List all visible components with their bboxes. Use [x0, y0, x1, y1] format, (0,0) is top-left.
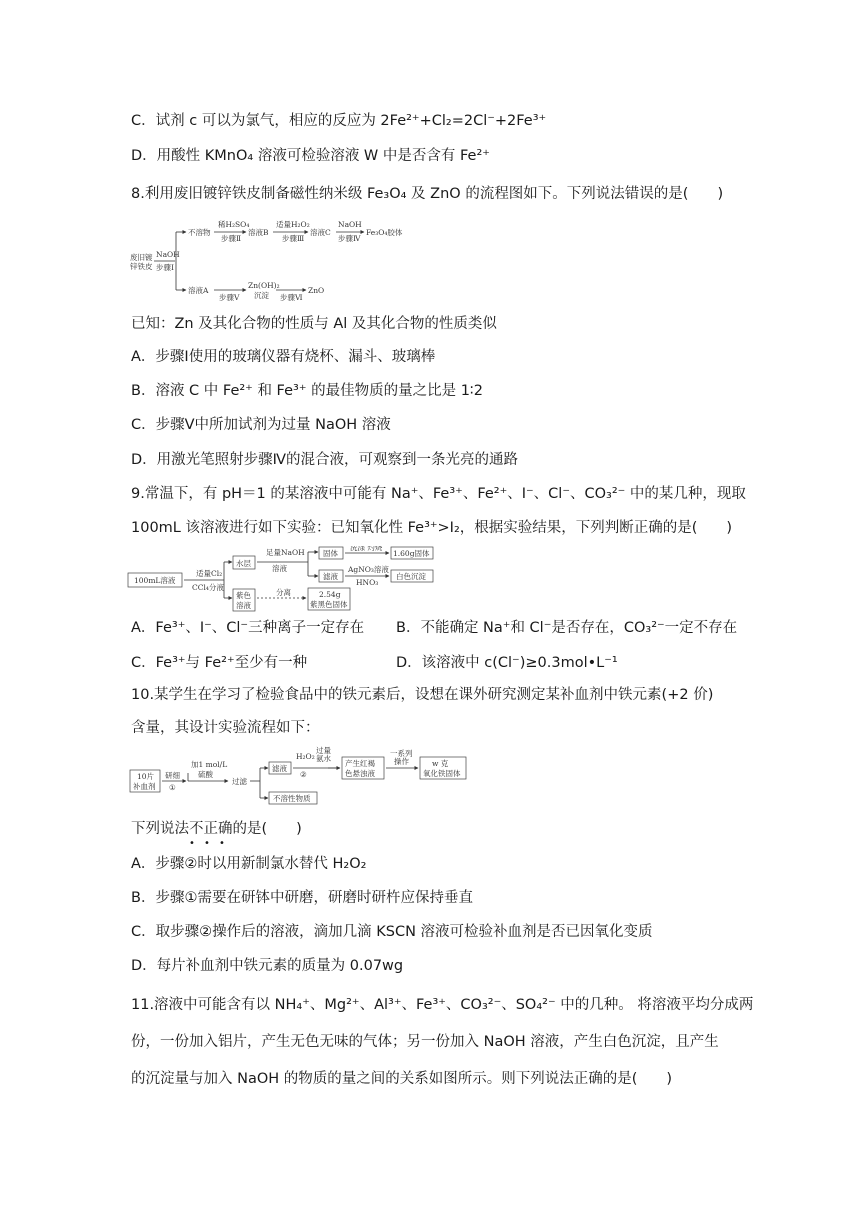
q8-option-a: A．步骤Ⅰ使用的玻璃仪器有烧杯、漏斗、玻璃棒 — [131, 349, 436, 365]
q8-step3: 步骤Ⅲ — [282, 234, 305, 243]
q10-ammonia-1: 过量 — [316, 746, 331, 755]
q8-bottom-product: ZnO — [308, 286, 325, 295]
q10-filtrate: 滤液 — [272, 764, 287, 773]
q10-ops-2: 操作 — [394, 757, 409, 766]
q8-top-product: Fe₃O₄胶体 — [366, 228, 403, 237]
q10-suspension-2: 色悬浊液 — [345, 769, 375, 778]
q8-start-2: 锌铁皮 — [130, 262, 153, 271]
q7-option-d: D．用酸性 KMnO₄ 溶液可检验溶液 W 中是否含有 Fe²⁺ — [131, 148, 490, 164]
q8-step1-reagent: NaOH — [156, 250, 180, 259]
q9-purple-solid-1: 2.54g — [319, 590, 341, 599]
q8-option-d: D．用激光笔照射步骤Ⅳ的混合液，可观察到一条光亮的通路 — [131, 452, 519, 468]
q10-option-a: A．步骤②时以用新制氯水替代 H₂O₂ — [131, 856, 367, 872]
q9-naoh: 足量NaOH — [266, 548, 305, 557]
q9-stem-line1: 9.常温下，有 pH＝1 的某溶液中可能有 Na⁺、Fe³⁺、Fe²⁺、I⁻、Cl⁻、CO₃²⁻ 中的某几种，现取 — [131, 486, 746, 502]
q9-reagent1b: CCl₄分液 — [192, 583, 224, 592]
q10-acid-2: 硫酸 — [198, 770, 213, 779]
q8-known: 已知：Zn 及其化合物的性质与 Al 及其化合物的性质类似 — [131, 316, 497, 332]
q8-step6: 步骤Ⅵ — [280, 293, 303, 302]
q10-acid-1: 加1 mol/L — [191, 760, 228, 769]
q10-option-b: B．步骤①需要在研钵中研磨，研磨时研杵应保持垂直 — [131, 890, 473, 906]
q8-precipitate: Zn(OH)₂ — [248, 281, 280, 290]
q9-purple-2: 溶液 — [236, 601, 251, 610]
q8-solution-b: 溶液B — [248, 228, 269, 237]
q10-grind-2: ① — [169, 783, 176, 792]
q8-stem: 8.利用废旧镀锌铁皮制备磁性纳米级 Fe₃O₄ 及 ZnO 的流程图如下。下列说法错误的是( ) — [131, 186, 724, 202]
q9-stem-line2: 100mL 该溶液进行如下实验：已知氧化性 Fe³⁺>I₂，根据实验结果，下列判断正确的是( ) — [131, 520, 733, 536]
q10-grind-1: 研细 — [165, 771, 180, 780]
q10-suspension-1: 产生红褐 — [345, 759, 375, 768]
q8-start-1: 废旧镀 — [130, 253, 153, 262]
q9-option-c: C．Fe³⁺与 Fe²⁺至少有一种 — [131, 655, 308, 671]
q10-option-d: D．每片补血剂中铁元素的质量为 0.07wg — [131, 958, 404, 974]
q8-insoluble: 不溶物 — [188, 228, 211, 237]
q10-ops-1: 一系列 — [390, 749, 413, 758]
q9-purple-solid-2: 紫黑色固体 — [310, 600, 348, 609]
q10-start-1: 10片 — [137, 772, 155, 781]
q9-white-precipitate: 白色沉淀 — [396, 572, 426, 581]
q9-start: 100mL溶液 — [134, 576, 176, 585]
q8-reagent3: 适量H₂O₂ — [276, 220, 310, 229]
q11-stem-line2: 份，一份加入铝片，产生无色无味的气体；另一份加入 NaOH 溶液，产生白色沉淀，且产生 — [131, 1034, 719, 1050]
q9-solid-mass: 1.60g固体 — [393, 549, 430, 558]
q9-option-a: A．Fe³⁺、I⁻、Cl⁻三种离子一定存在 — [131, 620, 365, 636]
q9-reagent1: 适量Cl₂ — [196, 569, 223, 578]
q9-wash: 洗涤 灼烧 — [350, 546, 383, 552]
emphasis-dot: • — [219, 838, 225, 849]
q10-ammonia-2: 氨水 — [316, 754, 331, 763]
q8-reagent4: NaOH — [338, 220, 362, 229]
q9-water-layer: 水层 — [236, 559, 251, 568]
q10-h2o2-1: H₂O₂ — [296, 752, 315, 761]
emphasis-dot: • — [204, 838, 210, 849]
q9-naoh-b: 溶液 — [272, 564, 287, 573]
q9-purple-1: 紫色 — [236, 591, 251, 600]
q9-separate: 分离 — [276, 588, 291, 597]
q8-option-c: C．步骤Ⅴ中所加试剂为过量 NaOH 溶液 — [131, 417, 391, 433]
q8-precipitate-label: 沉淀 — [254, 291, 269, 300]
q10-insoluble: 不溶性物质 — [273, 794, 311, 803]
q8-flow-diagram — [126, 218, 426, 312]
q10-filter: 过滤 — [232, 777, 247, 786]
q8-solution-c: 溶液C — [310, 228, 331, 237]
q10-option-c: C．取步骤②操作后的溶液，滴加几滴 KSCN 溶液可检验补血剂是否已因氧化变质 — [131, 924, 653, 940]
q9-option-d: D．该溶液中 c(Cl⁻)≥0.3mol•L⁻¹ — [396, 655, 618, 671]
q9-option-b: B．不能确定 Na⁺和 Cl⁻是否存在，CO₃²⁻一定不存在 — [396, 620, 738, 636]
q10-h2o2-2: ② — [300, 770, 307, 779]
q8-step1-label: 步骤Ⅰ — [156, 263, 174, 272]
q8-option-b: B．溶液 C 中 Fe²⁺ 和 Fe³⁺ 的最佳物质的量之比是 1∶2 — [131, 383, 483, 399]
q9-flow-diagram — [126, 546, 466, 618]
q9-hno3: HNO₃ — [356, 578, 379, 587]
q9-solid: 固体 — [323, 549, 338, 558]
q8-step2: 步骤Ⅱ — [221, 234, 242, 243]
q10-question: 下列说法不正确的是( ) — [131, 821, 302, 837]
q10-stem-line1: 10.某学生在学习了检验食品中的铁元素后，设想在课外研究测定某补血剂中铁元素(+2 价) — [131, 687, 714, 703]
q10-product-1: w 克 — [432, 759, 449, 768]
q8-reagent2: 稀H₂SO₄ — [218, 220, 250, 229]
q10-stem-line2: 含量，其设计实验流程如下： — [131, 720, 320, 736]
q11-stem-line3: 的沉淀量与加入 NaOH 的物质的量之间的关系如图所示。则下列说法正确的是( ) — [131, 1071, 673, 1087]
q8-step4: 步骤Ⅳ — [338, 234, 361, 243]
emphasis-dot: • — [189, 838, 195, 849]
q7-option-c: C．试剂 c 可以为氯气，相应的反应为 2Fe²⁺+Cl₂=2Cl⁻+2Fe³⁺ — [131, 113, 547, 129]
q10-start-2: 补血剂 — [133, 782, 156, 791]
q11-stem-line1: 11.溶液中可能含有以 NH₄⁺、Mg²⁺、Al³⁺、Fe³⁺、CO₃²⁻、SO₄²⁻ 中的几种。 将溶液平均分成两 — [131, 997, 754, 1013]
q9-agno3: AgNO₃溶液 — [348, 565, 389, 574]
q9-filtrate: 滤液 — [323, 572, 338, 581]
q10-product-2: 氧化铁固体 — [423, 769, 461, 778]
q10-flow-diagram — [128, 746, 478, 814]
q8-step5: 步骤Ⅴ — [219, 293, 240, 302]
q8-solution-a: 溶液A — [188, 286, 209, 295]
